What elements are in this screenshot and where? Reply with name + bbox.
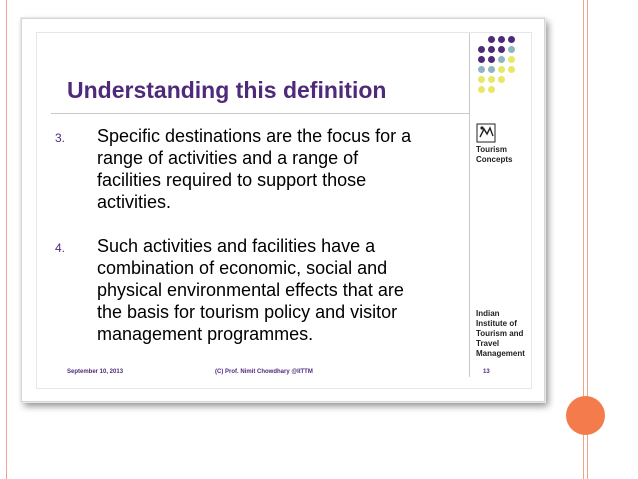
decorative-dot: [478, 46, 485, 53]
decorative-dot: [498, 66, 505, 73]
orange-circle-decoration: [566, 396, 605, 435]
decorative-dot: [508, 46, 515, 53]
decorative-dot: [498, 36, 505, 43]
decorative-dot: [508, 56, 515, 63]
slide-title: Understanding this definition: [67, 77, 387, 103]
footer-credit: (C) Prof. Nimit Chowdhary @IITTM: [215, 369, 313, 375]
slide-title-divider: [51, 113, 469, 114]
item-number: 4.: [55, 241, 66, 255]
item-line: facilities required to support those: [97, 170, 367, 190]
footer-page-number: 13: [483, 369, 490, 375]
item-line: activities.: [97, 192, 172, 212]
decorative-dot: [488, 56, 495, 63]
item-line: management programmes.: [97, 324, 314, 344]
page-border-line-left: [6, 0, 7, 479]
decorative-dot: [498, 46, 505, 53]
item-line: range of activities and a range of: [97, 148, 359, 168]
side-label-institute: Indian Institute of Tourism and Travel Management: [476, 309, 525, 358]
item-line: Specific destinations are the focus for a: [97, 126, 412, 146]
decorative-dot: [488, 66, 495, 73]
side-label-tourism-concepts: Tourism Concepts: [476, 145, 513, 164]
slide-vertical-divider: [469, 33, 470, 377]
decorative-dot: [488, 46, 495, 53]
decorative-dot: [478, 86, 485, 93]
decorative-dot: [478, 76, 485, 83]
item-line: physical environmental effects that are: [97, 280, 404, 300]
list-item: [97, 235, 467, 345]
item-line: the basis for tourism policy and visitor: [97, 302, 398, 322]
decorative-dot: [488, 86, 495, 93]
decorative-dot: [498, 56, 505, 63]
decorative-dot: [488, 36, 495, 43]
decorative-dot: [478, 66, 485, 73]
decorative-dot: [488, 76, 495, 83]
item-line: combination of economic, social and: [97, 258, 388, 278]
decorative-dot: [498, 76, 505, 83]
item-line: Such activities and facilities have a: [97, 236, 376, 256]
decorative-dot: [508, 66, 515, 73]
decorative-dot: [478, 56, 485, 63]
slide: [36, 32, 532, 389]
decorative-dot: [508, 36, 515, 43]
item-number: 3.: [55, 131, 66, 145]
footer-date: September 10, 2013: [67, 369, 124, 375]
list-item: [97, 125, 467, 213]
tourism-logo-icon: [476, 123, 496, 143]
dot-grid-decoration: [478, 36, 532, 94]
